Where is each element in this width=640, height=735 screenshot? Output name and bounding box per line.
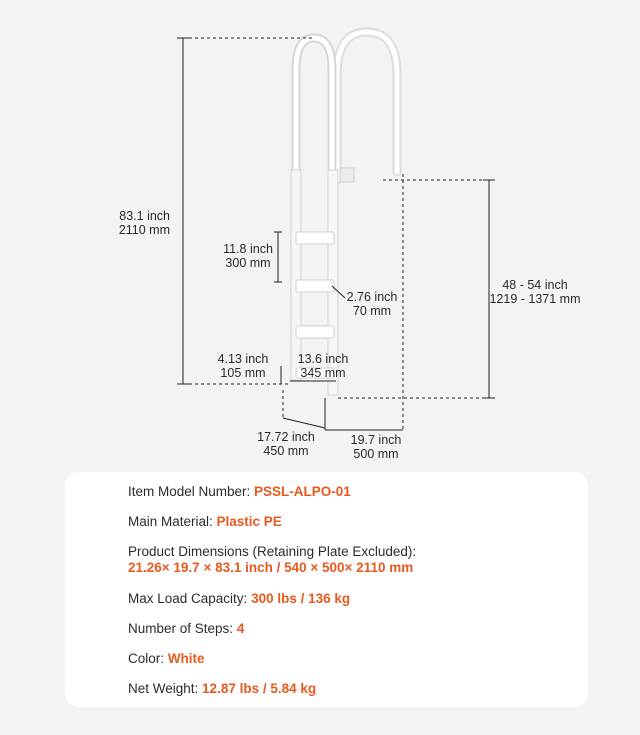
depth-mm: 500 mm xyxy=(353,447,399,461)
water-depth-mm: 1219 - 1371 mm xyxy=(489,292,581,306)
spec-material xyxy=(128,514,282,529)
inner-width-mm: 345 mm xyxy=(300,366,346,380)
base-width-inch: 17.72 inch xyxy=(257,430,315,444)
height-total-inch: 83.1 inch xyxy=(119,209,170,223)
spec-color-value: White xyxy=(167,651,205,666)
bottom-offset-label xyxy=(213,352,273,380)
spec-load-value: 300 lbs / 136 kg xyxy=(251,591,351,606)
spec-model xyxy=(128,484,351,499)
spec-load xyxy=(128,591,350,606)
height-total-mm: 2110 mm xyxy=(118,223,170,237)
spec-dimensions-label: Product Dimensions (Retaining Plate Excluded): xyxy=(128,544,417,559)
spec-weight xyxy=(128,681,316,696)
spec-material-value: Plastic PE xyxy=(216,514,282,529)
bottom-offset-inch: 4.13 inch xyxy=(217,352,269,366)
step-depth-label xyxy=(342,290,402,318)
inner-width-label xyxy=(293,352,353,380)
spec-model-label: Item Model Number: xyxy=(128,484,255,499)
base-width-mm: 450 mm xyxy=(263,444,309,458)
base-width-label xyxy=(253,430,319,458)
water-depth-inch: 48 - 54 inch xyxy=(502,278,568,292)
spec-material-label: Main Material: xyxy=(128,514,217,529)
spec-model-value: PSSL-ALPO-01 xyxy=(254,484,351,499)
depth-inch: 19.7 inch xyxy=(350,433,402,447)
step-depth-mm: 70 mm xyxy=(352,304,392,318)
spec-dimensions xyxy=(128,544,416,575)
spec-color-label: Color: xyxy=(128,651,168,666)
spec-dimensions-value: 21.26× 19.7 × 83.1 inch / 540 × 500× 2110 mm xyxy=(128,560,414,575)
spec-card xyxy=(65,472,588,707)
spec-load-label: Max Load Capacity: xyxy=(128,591,252,606)
step-spacing-label xyxy=(219,242,277,270)
bottom-offset-mm: 105 mm xyxy=(220,366,266,380)
spec-color xyxy=(128,651,205,666)
water-depth-label xyxy=(485,278,585,306)
step-spacing-mm: 300 mm xyxy=(225,256,271,270)
depth-label xyxy=(345,433,407,461)
spec-steps-label: Number of Steps: xyxy=(128,621,237,636)
spec-weight-value: 12.87 lbs / 5.84 kg xyxy=(202,681,317,696)
step-spacing-inch: 11.8 inch xyxy=(223,242,273,256)
inner-width-inch: 13.6 inch xyxy=(297,352,349,366)
spec-steps-value: 4 xyxy=(236,621,245,636)
spec-steps xyxy=(128,621,244,636)
height-total-label xyxy=(100,209,170,237)
ladder-illustration xyxy=(291,32,397,395)
spec-weight-label: Net Weight: xyxy=(128,681,203,696)
step-depth-inch: 2.76 inch xyxy=(346,290,398,304)
